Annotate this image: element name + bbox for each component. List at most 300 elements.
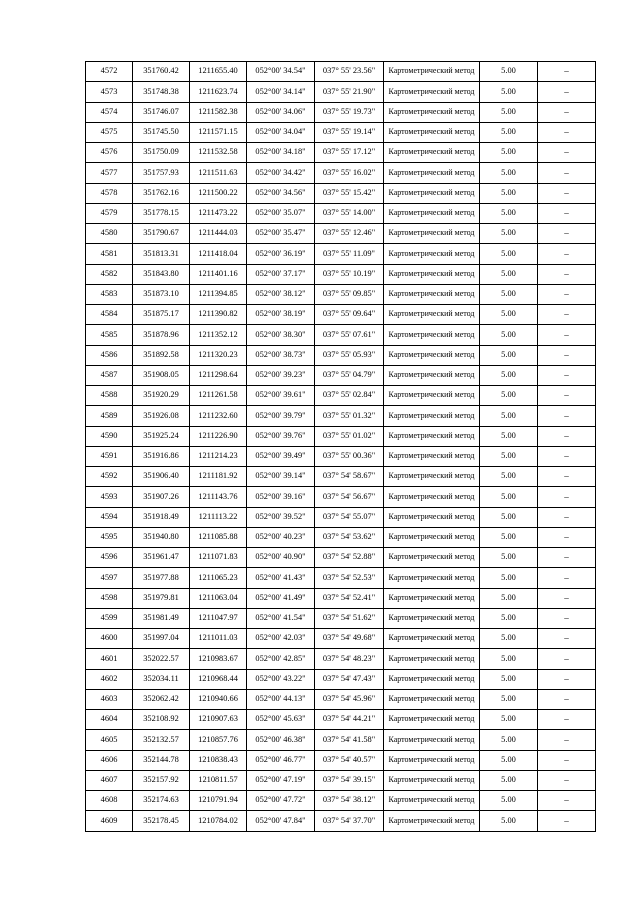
latitude-cell: 052°00' 38.73" [247,345,315,365]
note-cell: – [538,750,596,770]
latitude-cell: 052°00' 36.19" [247,244,315,264]
y-coordinate-cell: 1211473.22 [190,203,247,223]
table-row [86,203,596,223]
latitude-cell: 052°00' 43.22" [247,669,315,689]
point-number-cell: 4603 [86,689,133,709]
method-cell: Картометрический метод [384,608,480,628]
note-cell: – [538,527,596,547]
y-coordinate-cell: 1211320.23 [190,345,247,365]
method-cell: Картометрический метод [384,487,480,507]
y-coordinate-cell: 1210838.43 [190,750,247,770]
y-coordinate-cell: 1211113.22 [190,507,247,527]
table-row [86,284,596,304]
point-number-cell: 4601 [86,649,133,669]
method-cell: Картометрический метод [384,791,480,811]
latitude-cell: 052°00' 46.77" [247,750,315,770]
note-cell: – [538,689,596,709]
accuracy-cell: 5.00 [480,102,538,122]
note-cell: – [538,568,596,588]
table-row [86,750,596,770]
method-cell: Картометрический метод [384,527,480,547]
method-cell: Картометрический метод [384,62,480,82]
latitude-cell: 052°00' 47.19" [247,770,315,790]
method-cell: Картометрический метод [384,669,480,689]
table-row [86,770,596,790]
accuracy-cell: 5.00 [480,588,538,608]
y-coordinate-cell: 1211143.76 [190,487,247,507]
longitude-cell: 037° 54' 53.62" [315,527,384,547]
longitude-cell: 037° 55' 19.73" [315,102,384,122]
y-coordinate-cell: 1211071.83 [190,548,247,568]
note-cell: – [538,649,596,669]
table-row [86,143,596,163]
accuracy-cell: 5.00 [480,82,538,102]
x-coordinate-cell: 351873.10 [133,284,190,304]
y-coordinate-cell: 1210907.63 [190,710,247,730]
method-cell: Картометрический метод [384,548,480,568]
accuracy-cell: 5.00 [480,264,538,284]
note-cell: – [538,305,596,325]
note-cell: – [538,487,596,507]
latitude-cell: 052°00' 44.13" [247,689,315,709]
method-cell: Картометрический метод [384,426,480,446]
method-cell: Картометрический метод [384,629,480,649]
x-coordinate-cell: 351997.04 [133,629,190,649]
table-row [86,467,596,487]
accuracy-cell: 5.00 [480,345,538,365]
table-row [86,446,596,466]
note-cell: – [538,143,596,163]
longitude-cell: 037° 55' 11.09" [315,244,384,264]
point-number-cell: 4578 [86,183,133,203]
latitude-cell: 052°00' 39.16" [247,487,315,507]
latitude-cell: 052°00' 34.42" [247,163,315,183]
longitude-cell: 037° 54' 55.07" [315,507,384,527]
point-number-cell: 4586 [86,345,133,365]
note-cell: – [538,244,596,264]
accuracy-cell: 5.00 [480,689,538,709]
method-cell: Картометрический метод [384,507,480,527]
latitude-cell: 052°00' 37.17" [247,264,315,284]
latitude-cell: 052°00' 34.54" [247,62,315,82]
longitude-cell: 037° 55' 10.19" [315,264,384,284]
latitude-cell: 052°00' 39.61" [247,386,315,406]
table-row [86,669,596,689]
accuracy-cell: 5.00 [480,244,538,264]
y-coordinate-cell: 1210784.02 [190,811,247,831]
x-coordinate-cell: 351940.80 [133,527,190,547]
table-row [86,264,596,284]
method-cell: Картометрический метод [384,649,480,669]
note-cell: – [538,507,596,527]
note-cell: – [538,608,596,628]
accuracy-cell: 5.00 [480,629,538,649]
latitude-cell: 052°00' 41.54" [247,608,315,628]
method-cell: Картометрический метод [384,183,480,203]
longitude-cell: 037° 55' 01.32" [315,406,384,426]
table-row [86,386,596,406]
y-coordinate-cell: 1211214.23 [190,446,247,466]
accuracy-cell: 5.00 [480,325,538,345]
table-row [86,629,596,649]
table-row [86,710,596,730]
accuracy-cell: 5.00 [480,305,538,325]
note-cell: – [538,325,596,345]
accuracy-cell: 5.00 [480,224,538,244]
longitude-cell: 037° 54' 52.88" [315,548,384,568]
latitude-cell: 052°00' 35.47" [247,224,315,244]
latitude-cell: 052°00' 35.07" [247,203,315,223]
x-coordinate-cell: 352144.78 [133,750,190,770]
y-coordinate-cell: 1210940.66 [190,689,247,709]
longitude-cell: 037° 54' 41.58" [315,730,384,750]
accuracy-cell: 5.00 [480,446,538,466]
table-row [86,791,596,811]
note-cell: – [538,446,596,466]
point-number-cell: 4589 [86,406,133,426]
longitude-cell: 037° 54' 52.41" [315,588,384,608]
longitude-cell: 037° 55' 00.36" [315,446,384,466]
accuracy-cell: 5.00 [480,467,538,487]
y-coordinate-cell: 1211500.22 [190,183,247,203]
latitude-cell: 052°00' 40.90" [247,548,315,568]
y-coordinate-cell: 1211352.12 [190,325,247,345]
x-coordinate-cell: 351790.67 [133,224,190,244]
method-cell: Картометрический метод [384,203,480,223]
point-number-cell: 4583 [86,284,133,304]
table-row [86,487,596,507]
x-coordinate-cell: 351762.16 [133,183,190,203]
note-cell: – [538,224,596,244]
method-cell: Картометрический метод [384,143,480,163]
latitude-cell: 052°00' 46.38" [247,730,315,750]
method-cell: Картометрический метод [384,325,480,345]
y-coordinate-cell: 1211394.85 [190,284,247,304]
method-cell: Картометрический метод [384,568,480,588]
longitude-cell: 037° 54' 51.62" [315,608,384,628]
latitude-cell: 052°00' 39.79" [247,406,315,426]
longitude-cell: 037° 54' 44.21" [315,710,384,730]
y-coordinate-cell: 1211532.58 [190,143,247,163]
latitude-cell: 052°00' 38.19" [247,305,315,325]
point-number-cell: 4582 [86,264,133,284]
note-cell: – [538,710,596,730]
method-cell: Картометрический метод [384,689,480,709]
accuracy-cell: 5.00 [480,791,538,811]
y-coordinate-cell: 1211065.23 [190,568,247,588]
x-coordinate-cell: 351961.47 [133,548,190,568]
point-number-cell: 4574 [86,102,133,122]
longitude-cell: 037° 55' 17.12" [315,143,384,163]
latitude-cell: 052°00' 39.14" [247,467,315,487]
method-cell: Картометрический метод [384,386,480,406]
point-number-cell: 4588 [86,386,133,406]
longitude-cell: 037° 55' 16.02" [315,163,384,183]
y-coordinate-cell: 1211011.03 [190,629,247,649]
method-cell: Картометрический метод [384,588,480,608]
method-cell: Картометрический метод [384,770,480,790]
latitude-cell: 052°00' 42.03" [247,629,315,649]
longitude-cell: 037° 55' 07.61" [315,325,384,345]
accuracy-cell: 5.00 [480,568,538,588]
method-cell: Картометрический метод [384,264,480,284]
latitude-cell: 052°00' 42.85" [247,649,315,669]
accuracy-cell: 5.00 [480,608,538,628]
y-coordinate-cell: 1211298.64 [190,365,247,385]
x-coordinate-cell: 352022.57 [133,649,190,669]
note-cell: – [538,163,596,183]
longitude-cell: 037° 55' 04.79" [315,365,384,385]
y-coordinate-cell: 1211401.16 [190,264,247,284]
table-row [86,62,596,82]
table-row [86,305,596,325]
x-coordinate-cell: 351920.29 [133,386,190,406]
point-number-cell: 4592 [86,467,133,487]
point-number-cell: 4597 [86,568,133,588]
x-coordinate-cell: 352174.63 [133,791,190,811]
x-coordinate-cell: 351875.17 [133,305,190,325]
table-row [86,730,596,750]
x-coordinate-cell: 352178.45 [133,811,190,831]
x-coordinate-cell: 351843.80 [133,264,190,284]
x-coordinate-cell: 352062.42 [133,689,190,709]
y-coordinate-cell: 1211582.38 [190,102,247,122]
point-number-cell: 4575 [86,122,133,142]
accuracy-cell: 5.00 [480,750,538,770]
accuracy-cell: 5.00 [480,183,538,203]
table-row [86,325,596,345]
method-cell: Картометрический метод [384,811,480,831]
longitude-cell: 037° 54' 45.96" [315,689,384,709]
x-coordinate-cell: 351778.15 [133,203,190,223]
point-number-cell: 4581 [86,244,133,264]
table-row [86,608,596,628]
table-row [86,588,596,608]
point-number-cell: 4572 [86,62,133,82]
accuracy-cell: 5.00 [480,203,538,223]
y-coordinate-cell: 1211063.04 [190,588,247,608]
method-cell: Картометрический метод [384,406,480,426]
x-coordinate-cell: 351750.09 [133,143,190,163]
x-coordinate-cell: 351908.05 [133,365,190,385]
longitude-cell: 037° 54' 39.15" [315,770,384,790]
point-number-cell: 4576 [86,143,133,163]
method-cell: Картометрический метод [384,122,480,142]
y-coordinate-cell: 1211571.15 [190,122,247,142]
longitude-cell: 037° 54' 47.43" [315,669,384,689]
y-coordinate-cell: 1210968.44 [190,669,247,689]
method-cell: Картометрический метод [384,345,480,365]
table-row [86,689,596,709]
point-number-cell: 4590 [86,426,133,446]
table-row [86,163,596,183]
latitude-cell: 052°00' 38.12" [247,284,315,304]
y-coordinate-cell: 1210983.67 [190,649,247,669]
latitude-cell: 052°00' 41.49" [247,588,315,608]
table-row [86,183,596,203]
accuracy-cell: 5.00 [480,548,538,568]
y-coordinate-cell: 1211623.74 [190,82,247,102]
table-row [86,365,596,385]
accuracy-cell: 5.00 [480,426,538,446]
method-cell: Картометрический метод [384,284,480,304]
y-coordinate-cell: 1211261.58 [190,386,247,406]
latitude-cell: 052°00' 47.84" [247,811,315,831]
point-number-cell: 4604 [86,710,133,730]
x-coordinate-cell: 351918.49 [133,507,190,527]
x-coordinate-cell: 352108.92 [133,710,190,730]
accuracy-cell: 5.00 [480,62,538,82]
longitude-cell: 037° 54' 56.67" [315,487,384,507]
note-cell: – [538,629,596,649]
longitude-cell: 037° 54' 40.57" [315,750,384,770]
x-coordinate-cell: 351926.08 [133,406,190,426]
note-cell: – [538,122,596,142]
longitude-cell: 037° 55' 19.14" [315,122,384,142]
accuracy-cell: 5.00 [480,507,538,527]
note-cell: – [538,791,596,811]
note-cell: – [538,365,596,385]
point-number-cell: 4579 [86,203,133,223]
point-number-cell: 4584 [86,305,133,325]
y-coordinate-cell: 1210791.94 [190,791,247,811]
y-coordinate-cell: 1210857.76 [190,730,247,750]
method-cell: Картометрический метод [384,82,480,102]
point-number-cell: 4577 [86,163,133,183]
latitude-cell: 052°00' 47.72" [247,791,315,811]
x-coordinate-cell: 351757.93 [133,163,190,183]
x-coordinate-cell: 351813.31 [133,244,190,264]
longitude-cell: 037° 55' 15.42" [315,183,384,203]
latitude-cell: 052°00' 34.14" [247,82,315,102]
point-number-cell: 4587 [86,365,133,385]
note-cell: – [538,62,596,82]
point-number-cell: 4605 [86,730,133,750]
note-cell: – [538,102,596,122]
table-row [86,649,596,669]
method-cell: Картометрический метод [384,730,480,750]
table-row [86,82,596,102]
note-cell: – [538,183,596,203]
latitude-cell: 052°00' 39.76" [247,426,315,446]
table-row [86,507,596,527]
method-cell: Картометрический метод [384,710,480,730]
longitude-cell: 037° 55' 01.02" [315,426,384,446]
coordinates-sheet [85,61,596,832]
note-cell: – [538,588,596,608]
longitude-cell: 037° 55' 23.56" [315,62,384,82]
x-coordinate-cell: 351878.96 [133,325,190,345]
note-cell: – [538,730,596,750]
point-number-cell: 4580 [86,224,133,244]
method-cell: Картометрический метод [384,244,480,264]
accuracy-cell: 5.00 [480,487,538,507]
x-coordinate-cell: 351892.58 [133,345,190,365]
latitude-cell: 052°00' 41.43" [247,568,315,588]
x-coordinate-cell: 351981.49 [133,608,190,628]
longitude-cell: 037° 54' 49.68" [315,629,384,649]
accuracy-cell: 5.00 [480,730,538,750]
note-cell: – [538,264,596,284]
note-cell: – [538,203,596,223]
x-coordinate-cell: 351906.40 [133,467,190,487]
longitude-cell: 037° 55' 09.64" [315,305,384,325]
y-coordinate-cell: 1211511.63 [190,163,247,183]
longitude-cell: 037° 55' 05.93" [315,345,384,365]
method-cell: Картометрический метод [384,305,480,325]
point-number-cell: 4598 [86,588,133,608]
longitude-cell: 037° 54' 58.67" [315,467,384,487]
point-number-cell: 4594 [86,507,133,527]
note-cell: – [538,82,596,102]
accuracy-cell: 5.00 [480,284,538,304]
method-cell: Картометрический метод [384,365,480,385]
point-number-cell: 4593 [86,487,133,507]
table-body [86,62,596,832]
method-cell: Картометрический метод [384,446,480,466]
x-coordinate-cell: 351916.86 [133,446,190,466]
latitude-cell: 052°00' 39.52" [247,507,315,527]
y-coordinate-cell: 1211226.90 [190,426,247,446]
note-cell: – [538,284,596,304]
table-row [86,406,596,426]
latitude-cell: 052°00' 39.49" [247,446,315,466]
table-row [86,527,596,547]
point-number-cell: 4599 [86,608,133,628]
note-cell: – [538,406,596,426]
x-coordinate-cell: 352157.92 [133,770,190,790]
table-row [86,568,596,588]
table-row [86,224,596,244]
x-coordinate-cell: 351925.24 [133,426,190,446]
y-coordinate-cell: 1211085.88 [190,527,247,547]
longitude-cell: 037° 55' 14.00" [315,203,384,223]
longitude-cell: 037° 55' 02.84" [315,386,384,406]
latitude-cell: 052°00' 45.63" [247,710,315,730]
accuracy-cell: 5.00 [480,710,538,730]
note-cell: – [538,811,596,831]
point-number-cell: 4609 [86,811,133,831]
x-coordinate-cell: 351977.88 [133,568,190,588]
point-number-cell: 4608 [86,791,133,811]
method-cell: Картометрический метод [384,224,480,244]
table-row [86,548,596,568]
point-number-cell: 4600 [86,629,133,649]
point-number-cell: 4602 [86,669,133,689]
longitude-cell: 037° 54' 52.53" [315,568,384,588]
accuracy-cell: 5.00 [480,122,538,142]
x-coordinate-cell: 352034.11 [133,669,190,689]
y-coordinate-cell: 1210811.57 [190,770,247,790]
table-row [86,122,596,142]
point-number-cell: 4596 [86,548,133,568]
latitude-cell: 052°00' 39.23" [247,365,315,385]
latitude-cell: 052°00' 34.56" [247,183,315,203]
note-cell: – [538,345,596,365]
accuracy-cell: 5.00 [480,770,538,790]
latitude-cell: 052°00' 34.06" [247,102,315,122]
x-coordinate-cell: 351748.38 [133,82,190,102]
latitude-cell: 052°00' 34.04" [247,122,315,142]
table-row [86,102,596,122]
longitude-cell: 037° 54' 37.70" [315,811,384,831]
method-cell: Картометрический метод [384,467,480,487]
accuracy-cell: 5.00 [480,163,538,183]
y-coordinate-cell: 1211418.04 [190,244,247,264]
y-coordinate-cell: 1211655.40 [190,62,247,82]
note-cell: – [538,467,596,487]
y-coordinate-cell: 1211232.60 [190,406,247,426]
